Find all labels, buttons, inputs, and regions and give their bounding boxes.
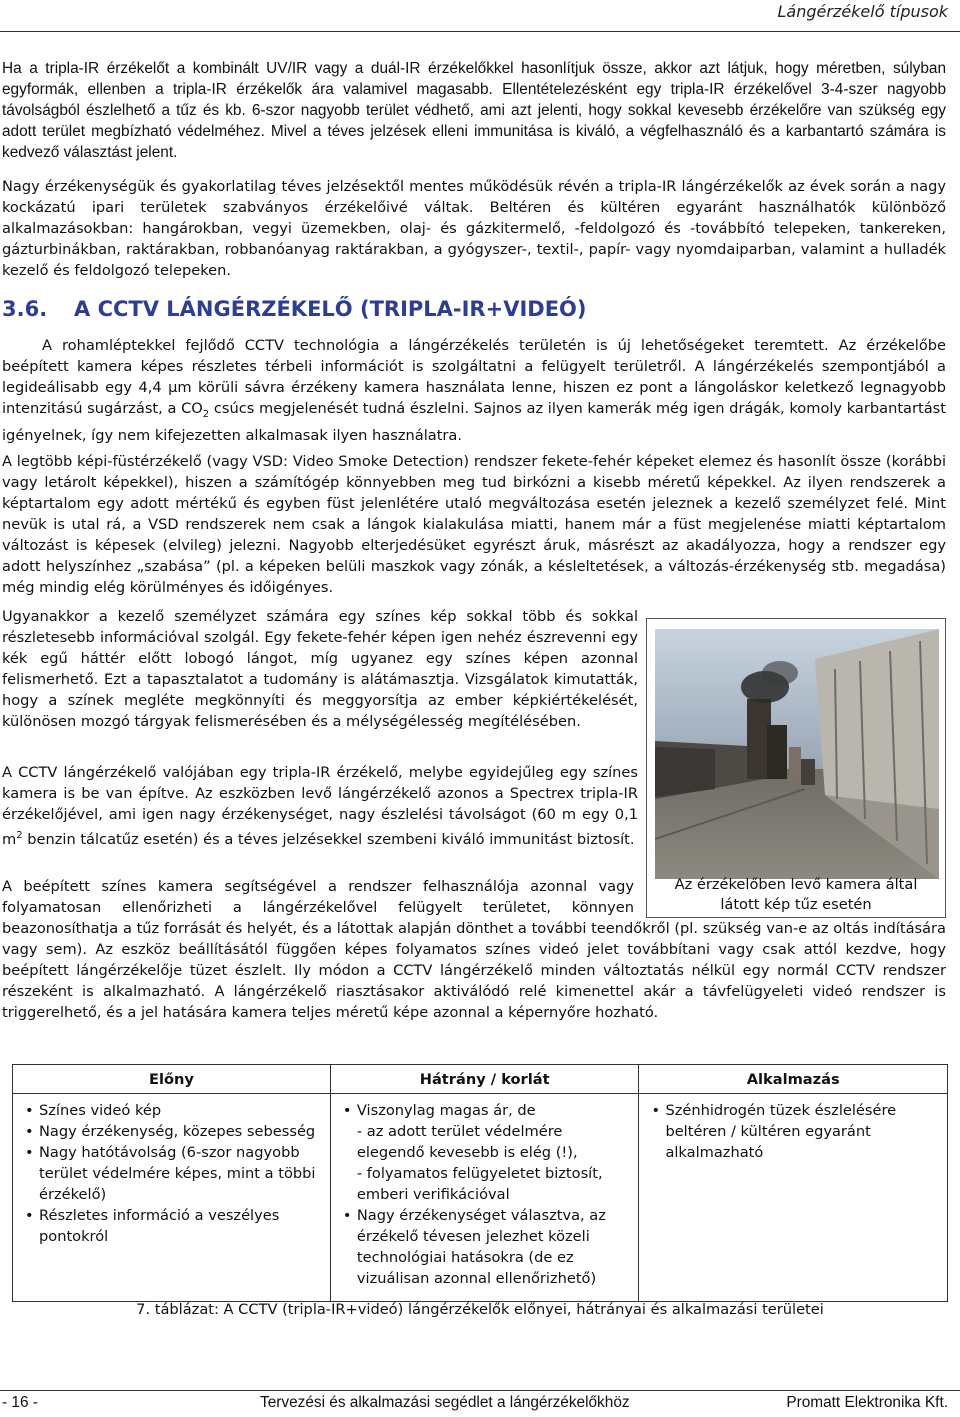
section-heading bbox=[2, 297, 587, 321]
paragraph-color-image: Ugyanakkor a kezelő személyzet számára egy színes kép sokkal több és sokkal részletesebb információval szolgál. Egy fekete-fehér képen igen nehéz észrevenni egy kék egű háttér előtt lobogó lángot, míg ugyanez egy színes képen azonnal felismerhető. Ezt a tapasztalatot a tudomány is alátámasztja. Vizsgálatok kimutatták, hogy a színek megléte megkönnyíti és meggyorsítja az ember képkiértékelését, különösen mozgó tárgyak felismerésében és a mélységélesség megítélésében. bbox=[2, 608, 638, 730]
paragraph-cctv-intro-a: A rohamléptekkel fejlődő CCTV technológia a lángérzékelés területén is új lehetőségeket teremtett. Az érzékelőbe beépített kamera képes részletes térbeli információt is szolgáltatni a felügyelt területről. A lángérzékelés szempontjából a legideálisabb egy 4,4 µm körüli sávra érzékeny kamera használata lenne, hiszen ez pont a lángoláskor keletkező legnagyobb intenzitású sugárzást, a CO bbox=[2, 337, 946, 417]
figure-caption-line1: Az érzékelőben levő kamera által bbox=[674, 876, 918, 893]
paragraph-cctv-intro-b: csúcs megjelenését tudná észlelni. Sajnos az ilyen kamerák még igen drágák, komoly karbantartást igényelnek, így nem kifejezetten alkalmasak ilyen használatra. bbox=[2, 400, 946, 444]
footer-company: Promatt Elektronika Kft. bbox=[786, 1394, 948, 1411]
table-cell-advantages bbox=[13, 1094, 331, 1302]
list-item: • Részletes információ a veszélyes pontokról bbox=[39, 1205, 322, 1247]
table-cell-applications bbox=[639, 1094, 948, 1302]
camera-fire-photo bbox=[655, 629, 939, 879]
figure-caption bbox=[647, 875, 945, 915]
table-header-disadvantage: Hátrány / korlát bbox=[330, 1065, 639, 1094]
list-item-text: • Viszonylag magas ár, de bbox=[356, 1102, 536, 1119]
list-item bbox=[357, 1100, 631, 1205]
table-caption: 7. táblázat: A CCTV (tripla-IR+videó) lángérzékelők előnyei, hátrányai és alkalmazási területei bbox=[136, 1301, 824, 1318]
header-title: Lángérzékelő típusok bbox=[777, 2, 948, 21]
section-number: 3.6. bbox=[2, 297, 48, 321]
table-row bbox=[13, 1094, 948, 1302]
section-title: A CCTV LÁNGÉRZÉKELŐ (TRIPLA-IR+VIDEÓ) bbox=[74, 297, 587, 321]
m2-superscript: 2 bbox=[16, 830, 23, 841]
paragraph-triple-ir-comparison: Ha a tripla-IR érzékelőt a kombinált UV/IR vagy a duál-IR érzékelőkkel hasonlítjuk össze, akkor azt látjuk, hogy méretben, súlyban egyformák, ellenben a tripla-IR érzékelők ára valamivel magasabb. Ellentételezésként egy tripla-IR érzékelővel 3-4-szer nagyobb távolságból észlelhető a tűz és kb. 6-szor nagyobb terület védhető, ami azt jelenti, hogy sokkal kevesebb érzékelőre van szükség egy adott terület megbízható védelméhez. Mivel a téves jelzések elleni immunitása is kiváló, a végfelhasználó és a karbantartó számára is kedvező választást jelent. bbox=[2, 60, 946, 161]
figure-caption-line2: látott kép tűz esetén bbox=[720, 896, 872, 913]
list-item: • Nagy érzékenység, közepes sebesség bbox=[39, 1121, 322, 1142]
paragraph-cctv-detector-b: benzin tálcatűz esetén) és a téves jelzésekkel szembeni kiváló immunitást biztosít. bbox=[22, 830, 635, 848]
paragraph-cctv-detector bbox=[2, 762, 638, 850]
list-item: • Nagy hatótávolság (6-szor nagyobb terület védelmére képes, mint a többi érzékelő) bbox=[39, 1142, 322, 1205]
table-header-application: Alkalmazás bbox=[639, 1065, 948, 1094]
co2-subscript: 2 bbox=[202, 408, 210, 420]
table-header-advantage: Előny bbox=[13, 1065, 331, 1094]
paragraph-triple-ir-applications: Nagy érzékenységük és gyakorlatilag téves jelzésektől mentes működésük révén a tripla-IR lángérzékelők az évek során a nagy kockázatú ipari területek szabványos érzékelőivé váltak. Beltéren és kültéren egyaránt használhatók különböző alkalmazásokban: hangárokban, vegyi üzemekben, olaj- és gázkitermelő, -feldolgozó és -továbbító telepeken, tankereken, gázturbinákban, raktárakban, robbanóanyag raktárakban, a gyógyszer-, textil-, papír- vagy nyomdaiparban, valamint a hulladék kezelő és feldolgozó telepeken. bbox=[2, 178, 946, 279]
pros-cons-table bbox=[12, 1064, 948, 1302]
paragraph-cctv-detector-a: A CCTV lángérzékelő valójában egy tripla-IR érzékelő, melybe egyidejűleg egy színes kamera is be van építve. Az eszközben levő lángérzékelő azonos a Spectrex tripla-IR érzékelőjével, ami igen nagy érzékenységet, nagy észlelési távolságot (60 m egy 0,1 m bbox=[2, 764, 638, 848]
footer-document-title: Tervezési és alkalmazási segédlet a lángérzékelőkhöz bbox=[260, 1394, 630, 1411]
list-item: • Színes videó kép bbox=[39, 1100, 322, 1121]
list-subitem: - az adott terület védelmére elegendő kevesebb is elég (!), bbox=[356, 1123, 578, 1161]
footer-divider bbox=[0, 1390, 960, 1391]
paragraph-cctv-intro bbox=[2, 335, 946, 446]
table-header-row bbox=[13, 1065, 948, 1094]
paragraph-camera-usage-text: A beépített színes kamera segítségével a rendszer felhasználója azonnal vagy folyamatosan ellenőrizheti a lángérzékelővel felügyelt területet, könnyen beazonosíthatja a tűz forrását és helyét, és a látottak alapján dönthet a további teendőkről (pl. szükség van-e az oltás indítására vagy sem). Az eszköz beállításától függően képes folyamatos színes videó jelet továbbítani vagy csak attól kezdve, hogy beépített lángérzékelője tüzet észlelt. Ily módon a CCTV lángérzékelő minden változtatás nélkül egy normál CCTV rendszer részeként is alkalmazható. A lángérzékelő riasztásakor aktiválódó relé kimenettel akár a távfelügyeleti videó rendszer is triggerelhető, és a jel hatására kamera teljes méretű képe azonnal a képernyőre hozható. bbox=[2, 878, 946, 1021]
camera-image-figure bbox=[646, 618, 946, 918]
list-subitem: - folyamatos felügyeletet biztosít, emberi verifikációval bbox=[356, 1165, 603, 1203]
paragraph-vsd: A legtöbb képi-füstérzékelő (vagy VSD: Video Smoke Detection) rendszer fekete-fehér képeket elemez és hasonlít össze (korábbi vagy letárolt képekkel), hiszen a számítógép könnyebben meg tud birkózni a kisebb méretű képekkel. Az ilyen rendszerek a képtartalom egy adott mértékű és egyben füst jelenlétére utaló megváltozása esetén jeleznek a kezelő személyzet felé. Mint nevük is utal rá, a VSD rendszerek nem csak a lángok kialakulása miatti, hanem már a füst megjelenése miatti képtartalom változást is képesek (elvileg) jelezni. Nagyobb elterjedésüket egyrészt áruk, másrészt az akadályozza, hogy a rendszer egy adott helyszínhez „szabása” (pl. a képeken belüli maszkok vagy zónák, a késleltetések, a változás-érzékenység stb. megadása) még mindig elég körülményes és időigényes. bbox=[2, 453, 946, 596]
list-item: • Szénhidrogén tüzek észlelésére beltéren / kültéren egyaránt alkalmazható bbox=[665, 1100, 939, 1163]
footer-page-number: - 16 - bbox=[2, 1394, 38, 1411]
table-cell-disadvantages bbox=[330, 1094, 639, 1302]
list-item: • Nagy érzékenységet választva, az érzékelő tévesen jelezhet közeli technológiai hatásokra (de ez vizuálisan azonnal ellenőrizhető) bbox=[357, 1205, 631, 1289]
header-divider bbox=[0, 31, 960, 32]
